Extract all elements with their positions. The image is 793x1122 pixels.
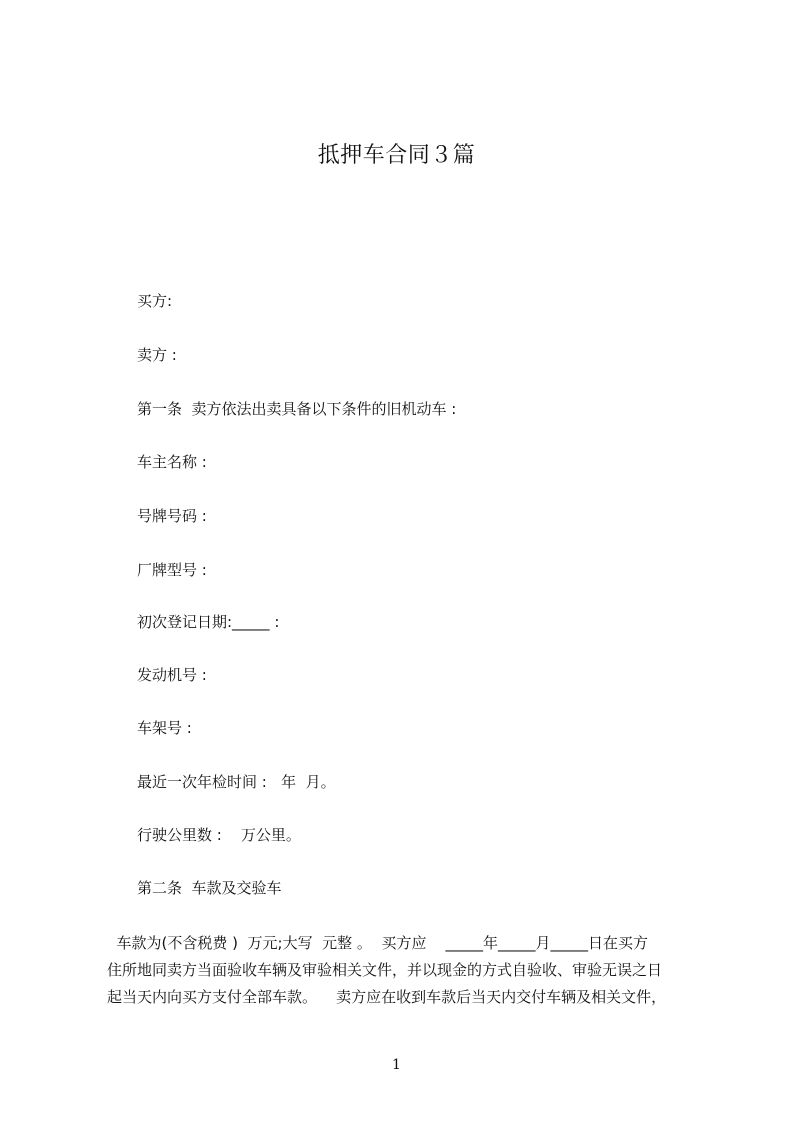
article-one-heading: 第一条 卖方依法出卖具备以下条件的旧机动车 : (137, 400, 457, 418)
mileage-line: 行驶公里数 : 万公里。 (137, 826, 301, 844)
last-inspection-line: 最近一次年检时间 : 年 月。 (137, 773, 336, 791)
seller-line: 卖方 : (137, 346, 177, 364)
paragraph-line: 起当天内向买方支付全部车款。 卖方应在收到车款后当天内交付车辆及相关文件， (107, 988, 667, 1006)
owner-name-line: 车主名称 : (137, 453, 207, 471)
paragraph-line: 车款为(不含税费 ) 万元;大写 元整 。 买方应 _____年_____月_____日在买方 (107, 934, 649, 952)
document-title: 抵押车合同３篇 (317, 143, 476, 168)
plate-number-line: 号牌号码 : (137, 507, 207, 525)
brand-model-line: 厂牌型号 : (137, 561, 207, 579)
article-two-heading: 第二条 车款及交验车 (137, 879, 282, 897)
payment-paragraph (107, 930, 719, 1011)
page-number: 1 (392, 1057, 401, 1073)
buyer-line: 买方: (137, 292, 173, 310)
paragraph-line: 住所地同卖方当面验收车辆及审验相关文件，并以现金的方式自验收、审验无误之日 (107, 961, 663, 979)
first-registration-line: 初次登记日期:_____ : (137, 613, 280, 631)
engine-number-line: 发动机号 : (137, 666, 207, 684)
frame-number-line: 车架号 : (137, 719, 192, 737)
